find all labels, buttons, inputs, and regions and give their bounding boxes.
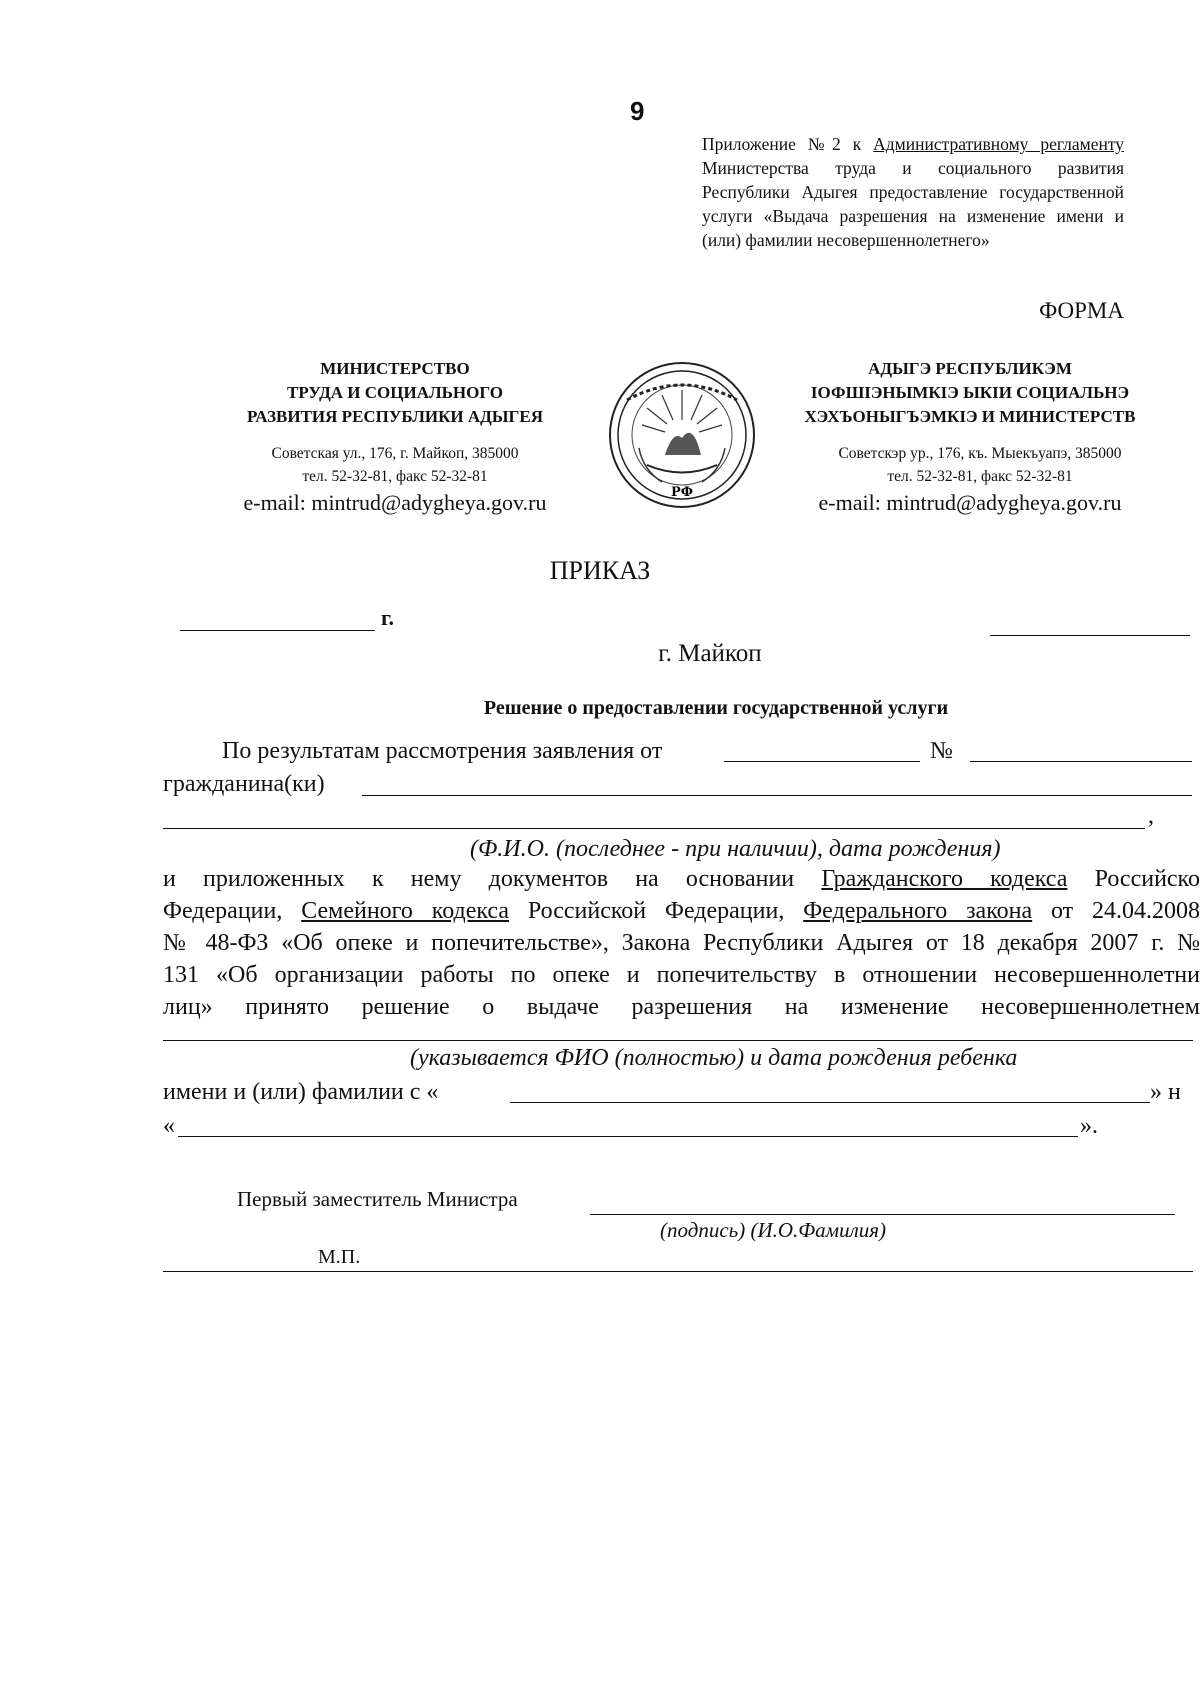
- quote-close: ».: [1080, 1113, 1098, 1139]
- coat-of-arms-emblem: [607, 360, 757, 515]
- paragraph-line-1: [163, 866, 1200, 893]
- new-name-blank[interactable]: [178, 1136, 1078, 1137]
- paragraph-line-5: лиц» принято решение о выдаче разрешения на изменение несовершеннолетнем: [163, 994, 1200, 1020]
- paragraph-line-4: 131 «Об организации работы по опеке и попечительству в отношении несовершеннолетни: [163, 962, 1200, 988]
- address-line: Советская ул., 176, г. Майкоп, 385000: [271, 445, 519, 462]
- regulation-link[interactable]: Административному регламенту: [873, 134, 1124, 154]
- child-fio-blank[interactable]: [163, 1040, 1193, 1041]
- signature-caption: (подпись) (И.О.Фамилия): [660, 1218, 886, 1242]
- order-title: ПРИКАЗ: [549, 556, 651, 585]
- comma: ,: [1148, 803, 1154, 829]
- fio-caption: (Ф.И.О. (последнее - при наличии), дата рождения): [470, 836, 1001, 862]
- bottom-line: [163, 1271, 1193, 1272]
- family-code-link[interactable]: Семейного кодекса: [301, 898, 510, 924]
- ministry-name-adyghe: [760, 357, 1180, 429]
- quote-open: «: [163, 1113, 175, 1139]
- ministry-name-ru: [210, 357, 580, 429]
- name-change-text: имени и (или) фамилии с «: [163, 1079, 439, 1105]
- appendix-prefix: Приложение №2 к: [702, 134, 874, 154]
- p1-tail: Российско: [1067, 866, 1200, 892]
- appendix-text: Министерства труда и социального развития Республики Адыгея предоставление государственной услуги «Выдача разрешения на изменение имени и (или) фамилии несовершеннолетнего»: [702, 158, 1124, 250]
- ministry-line-2-ady: IОФШIЭНЫМКIЭ ЫКIИ СОЦИАЛЬНЭ: [810, 383, 1130, 402]
- citizen-fio-blank[interactable]: [163, 828, 1145, 829]
- p2-tail: от 24.04.2008: [1032, 898, 1200, 924]
- child-caption: (указывается ФИО (полностью) и дата рождения ребенка: [410, 1045, 1018, 1071]
- p1-text: и приложенных к нему документов на основании: [163, 866, 822, 892]
- ministry-address-ru: [210, 442, 580, 488]
- date-suffix: г.: [381, 605, 395, 630]
- appendix-note: [702, 132, 1124, 252]
- form-label: ФОРМА: [1039, 298, 1124, 323]
- ministry-line-3-ady: ХЭХЪОНЫГЪЭМКIЭ И МИНИСТЕРСТВ: [804, 407, 1136, 426]
- p2-mid: Российской Федерации,: [509, 898, 804, 924]
- city-name: г. Майкоп: [658, 640, 762, 667]
- paragraph-line-2: [163, 898, 1200, 925]
- ministry-address-adyghe: [780, 442, 1180, 488]
- number-sign: №: [930, 738, 953, 764]
- seal-label: РФ: [670, 485, 694, 500]
- stamp-place: М.П.: [318, 1246, 361, 1268]
- ministry-line-1-ady: АДЫГЭ РЕСПУБЛИКЭМ: [868, 359, 1072, 378]
- decision-heading: Решение о предоставлении государственной услуги: [483, 697, 949, 719]
- citizen-label: гражданина(ки): [163, 771, 325, 797]
- application-number-blank[interactable]: [970, 761, 1192, 762]
- emblem-icon: [607, 360, 757, 510]
- federal-law-link[interactable]: Федерального закона: [803, 898, 1033, 924]
- application-text: По результатам рассмотрения заявления от: [222, 738, 663, 764]
- address-line-ady: Советскэр ур., 176, къ. Мыекъуапэ, 385000: [838, 445, 1122, 462]
- phone-line: тел. 52-32-81, факс 52-32-81: [302, 468, 488, 485]
- signature-blank[interactable]: [590, 1214, 1175, 1215]
- ministry-line-1: МИНИСТЕРСТВО: [320, 359, 470, 378]
- name-change-end: » н: [1150, 1079, 1181, 1105]
- signer-title: Первый заместитель Министра: [237, 1187, 518, 1211]
- old-name-blank[interactable]: [510, 1102, 1150, 1103]
- paragraph-line-3: № 48-ФЗ «Об опеке и попечительстве», Закона Республики Адыгея от 18 декабря 2007 г. №: [163, 930, 1200, 956]
- phone-line-ady: тел. 52-32-81, факс 52-32-81: [887, 468, 1073, 485]
- application-date-blank[interactable]: [724, 761, 920, 762]
- ministry-line-3: РАЗВИТИЯ РЕСПУБЛИКИ АДЫГЕЯ: [247, 407, 543, 426]
- civil-code-link[interactable]: Гражданского кодекса: [821, 866, 1068, 892]
- p2-text: Федерации,: [163, 898, 302, 924]
- citizen-blank[interactable]: [362, 795, 1192, 796]
- page-number: 9: [630, 96, 645, 126]
- order-number-blank[interactable]: [990, 635, 1190, 636]
- email-ru: e-mail: mintrud@adygheya.gov.ru: [243, 490, 547, 515]
- email-adyghe: e-mail: mintrud@adygheya.gov.ru: [818, 490, 1122, 515]
- date-blank[interactable]: [180, 630, 375, 631]
- ministry-line-2: ТРУДА И СОЦИАЛЬНОГО: [287, 383, 503, 402]
